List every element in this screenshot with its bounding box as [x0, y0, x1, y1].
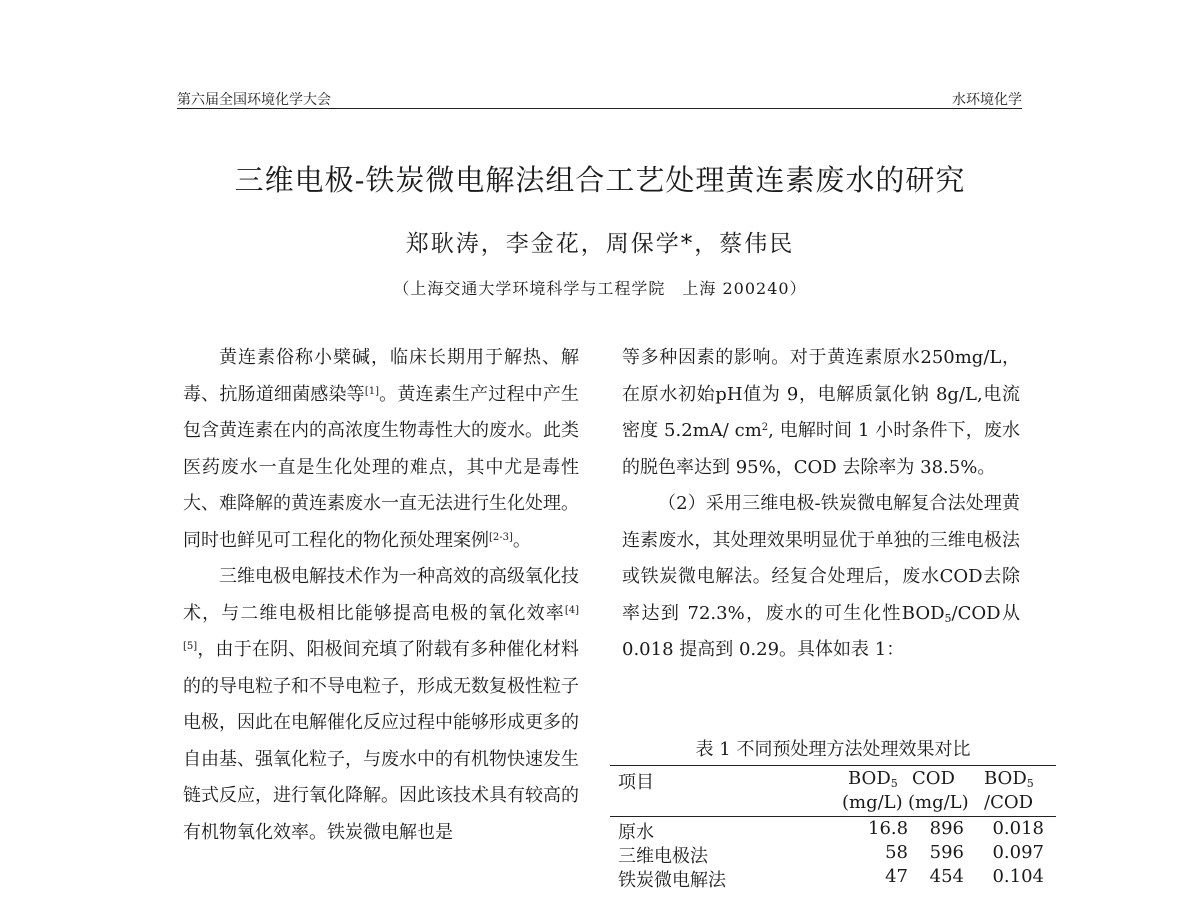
table-header-cod-unit: (mg/L): [908, 792, 969, 813]
running-header-conference: 第六届全国环境化学大会: [177, 92, 331, 108]
table-header-ratio-unit: /COD: [984, 792, 1034, 813]
table-row-ratio: 0.104: [992, 866, 1044, 887]
table-header-item: 项目: [618, 772, 654, 793]
table-row-item: 原水: [618, 822, 654, 843]
paper-title: 三维电极-铁炭微电解法组合工艺处理黄连素废水的研究: [234, 163, 966, 197]
table-row-bod: 47: [885, 866, 908, 887]
intro-paragraph-2: 三维电极电解技术作为一种高效的高级氧化技术，与二维电极相比能够提高电极的氧化效率[4] [5]，由于在阴、阳极间充填了附载有多种催化材料的的导电粒子和不导电粒子，形成无数复极性粒子电极，因此在电解催化反应过程中能够形成更多的自由基、强氧化粒子，与废水中的有机物快速发生链式反应，进行氧化降解。因此该技术具有较高的有机物氧化效率。铁炭微电解也是: [183, 566, 579, 843]
citation-4: [4]: [564, 604, 579, 616]
table-top-rule: [610, 765, 1056, 766]
table-row-item: 铁炭微电解法: [618, 870, 726, 891]
table-row-cod: 896: [929, 818, 964, 839]
table-row-cod: 454: [929, 866, 964, 887]
table-header-rule: [610, 816, 1056, 817]
table-row-bod: 58: [885, 842, 908, 863]
table-caption: 表 1 不同预处理方法处理效果对比: [695, 739, 971, 760]
header-rule: [177, 108, 1022, 109]
affiliation: （上海交通大学环境科学与工程学院 上海 200240）: [393, 279, 807, 298]
table-row-bod: 16.8: [868, 818, 909, 839]
table-header-bod-unit: (mg/L): [842, 792, 903, 813]
table-row-cod: 596: [929, 842, 964, 863]
table-header-cod: COD: [912, 768, 955, 789]
results-paragraph-2: （2）采用三维电极-铁炭微电解复合法处理黄连素废水，其处理效果明显优于单独的三维电极法或铁炭微电解法。经复合处理后，废水COD去除率达到 72.3%，废水的可生化性$BOD_5$/COD从 0.018 提高到 0.29。具体如表 1：: [622, 493, 1020, 660]
table-row-item: 三维电极法: [618, 846, 708, 867]
running-header-section: 水环境化学: [952, 92, 1022, 108]
citation-2-3: [2-3]: [489, 531, 513, 543]
table-header-bod: $BOD_5$: [848, 768, 898, 790]
table-row-ratio: 0.097: [992, 842, 1044, 863]
table-row-ratio: 0.018: [992, 818, 1044, 839]
intro-paragraph-1: 黄连素俗称小檗碱，临床长期用于解热、解毒、抗肠道细菌感染等[1]。黄连素生产过程中产生包含黄连素在内的高浓度生物毒性大的废水。此类医药废水一直是生化处理的难点，其中尤是毒性大、难降解的黄连素废水一直无法进行生化处理。同时也鲜见可工程化的物化预处理案例[2-3]。: [183, 347, 580, 551]
author-list: 郑耿涛，李金花，周保学*，蔡伟民: [405, 231, 795, 257]
citation-5: [5]: [183, 641, 198, 652]
left-column: [183, 340, 579, 851]
right-column: [622, 340, 1020, 669]
table-header-ratio: $BOD_5$: [984, 768, 1034, 790]
citation-1: [1]: [364, 385, 379, 397]
results-paragraph-1: 等多种因素的影响。对于黄连素原水250mg/L，在原水初始pH值为 9，电解质氯化钠 8g/L,电流密度 5.2mA/ $cm^2$, 电解时间 1 小时条件下，废水的脱色率达到 95%，COD 去除率为 38.5%。: [622, 347, 1020, 478]
